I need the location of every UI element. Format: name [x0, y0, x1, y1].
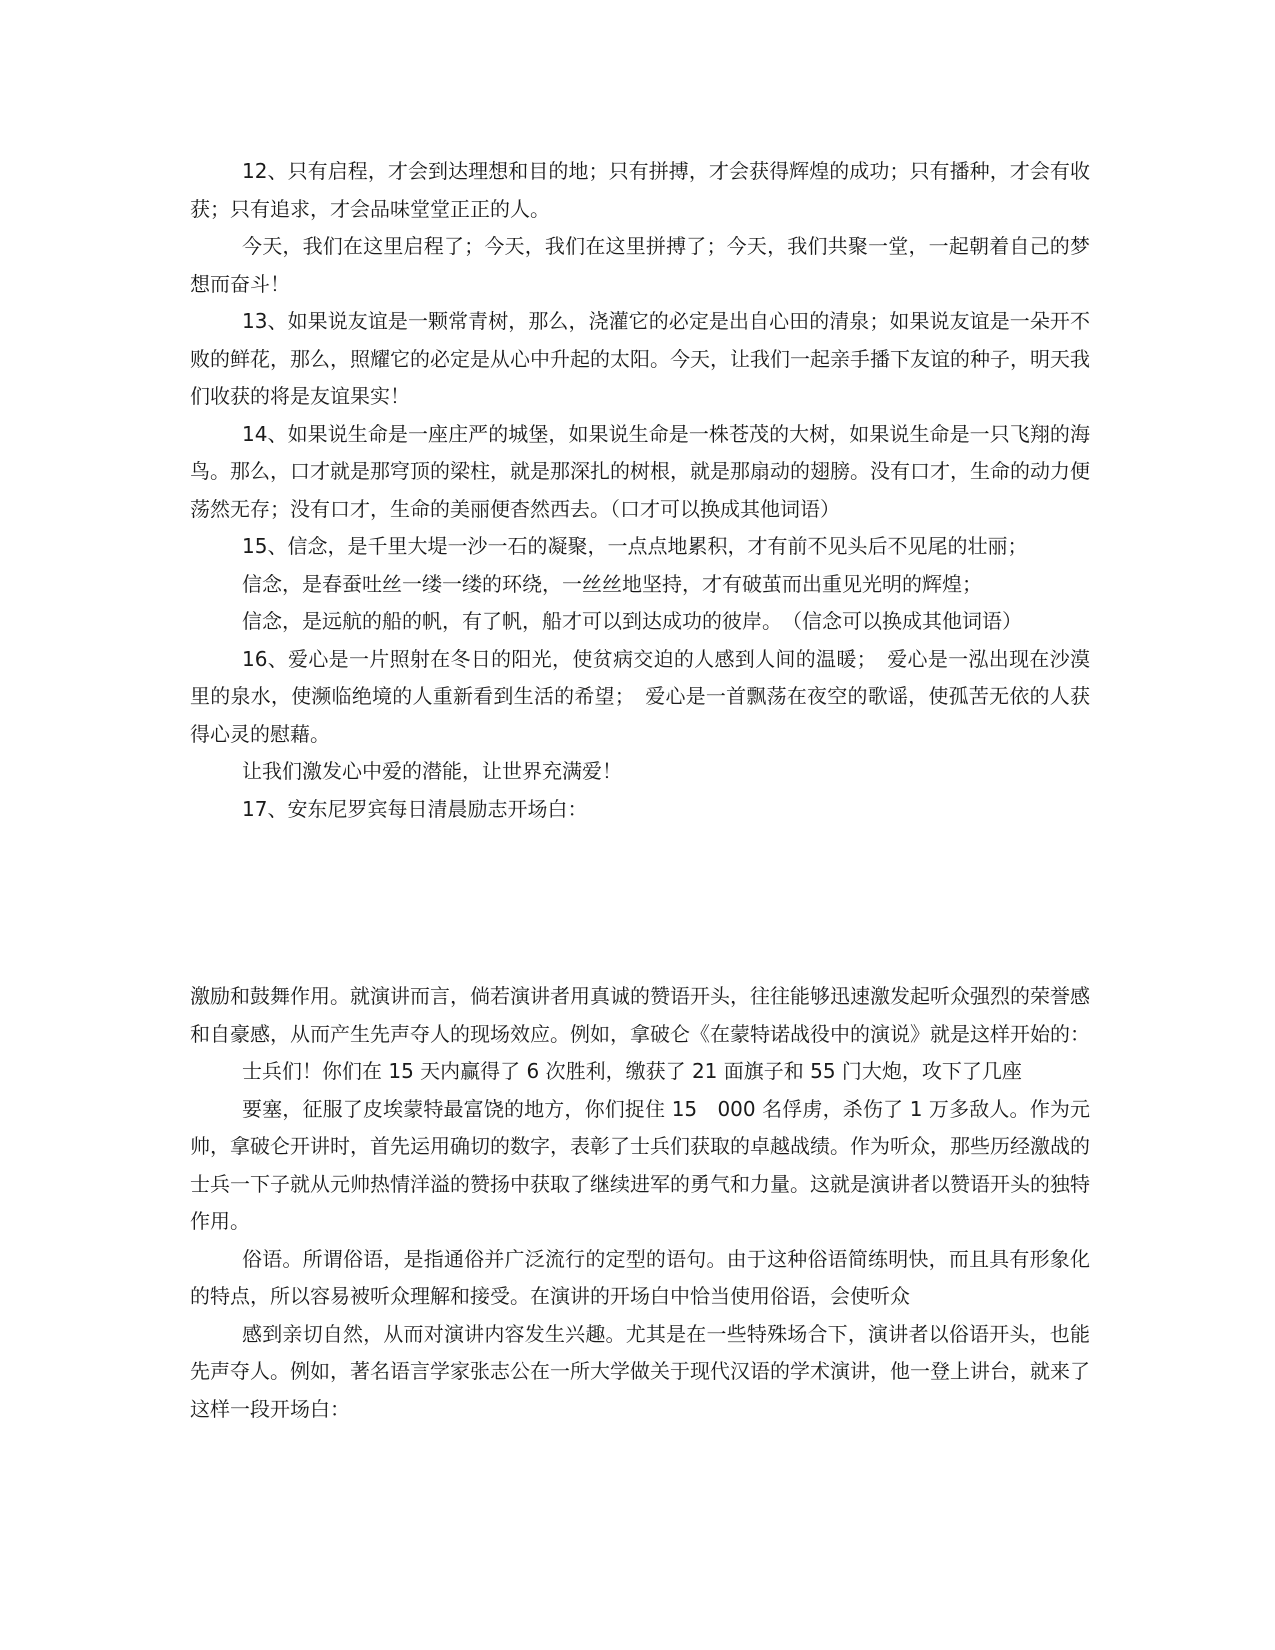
paragraph-encouragement: 激励和鼓舞作用。就演讲而言，倘若演讲者用真诚的赞语开头，往往能够迅速激发起听众强烈的荣誉感和自豪感，从而产生先声夺人的现场效应。例如，拿破仑《在蒙特诺战役中的演说》就是这样开始的： — [190, 984, 1090, 1046]
paragraph-proverb-cont: 感到亲切自然，从而对演讲内容发生兴趣。尤其是在一些特殊场合下，演讲者以俗语开头，也能先声夺人。例如，著名语言学家张志公在一所大学做关于现代汉语的学术演讲，他一登上讲台，就来了这样一段开场白： — [190, 1321, 1090, 1421]
section-opening-lines — [190, 153, 1090, 828]
paragraph-13: 13、如果说友谊是一颗常青树，那么，浇灌它的必定是出自心田的清泉；如果说友谊是一朵开不败的鲜花，那么，照耀它的必定是从心中升起的太阳。今天，让我们一起亲手播下友谊的种子，明天我们收获的将是友谊果实！ — [190, 309, 1090, 408]
paragraph-14: 14、如果说生命是一座庄严的城堡，如果说生命是一株苍茂的大树，如果说生命是一只飞翔的海鸟。那么，口才就是那穹顶的梁柱，就是那深扎的树根，就是那扇动的翅膀。没有口才，生命的动力便荡然无存；没有口才，生命的美丽便杳然西去。（口才可以换成其他词语） — [190, 421, 1090, 521]
paragraph-love: 让我们激发心中爱的潜能，让世界充满爱！ — [242, 759, 622, 783]
paragraph-17: 17、安东尼罗宾每日清晨励志开场白： — [242, 796, 588, 821]
paragraph-15: 15、信念，是千里大堤一沙一石的凝聚，一点点地累积，才有前不见头后不见尾的壮丽； — [242, 534, 1028, 558]
paragraph-soldiers: 士兵们！你们在 15 天内赢得了 6 次胜利，缴获了 21 面旗子和 55 门大炮，攻下了几座 — [242, 1059, 1022, 1083]
paragraph-12: 12、只有启程，才会到达理想和目的地；只有拼搏，才会获得辉煌的成功；只有播种，才会有收获；只有追求，才会品味堂堂正正的人。 — [190, 159, 1090, 221]
paragraph-16: 16、爱心是一片照射在冬日的阳光，使贫病交迫的人感到人间的温暖； 爱心是一泓出现在沙漠里的泉水，使濒临绝境的人重新看到生活的希望； 爱心是一首飘荡在夜空的歌谣，使孤苦无依的人获得心灵的慰藉。 — [190, 646, 1090, 746]
paragraph-fortress: 要塞，征服了皮埃蒙特最富饶的地方，你们捉住 15 000 名俘虏，杀伤了 1 万多敌人。作为元帅，拿破仑开讲时，首先运用确切的数字，表彰了士兵们获取的卓越战绩。作为听众，那些历经激战的士兵一下子就从元帅热情洋溢的赞扬中获取了继续进军的勇气和力量。这就是演讲者以赞语开头的独特作用。 — [190, 1096, 1090, 1233]
paragraph-belief-2: 信念，是春蚕吐丝一缕一缕的环绕，一丝丝地坚持，才有破茧而出重见光明的辉煌； — [242, 571, 982, 596]
paragraph-proverb: 俗语。所谓俗语，是指通俗并广泛流行的定型的语句。由于这种俗语简练明快，而且具有形象化的特点，所以容易被听众理解和接受。在演讲的开场白中恰当使用俗语，会使听众 — [190, 1246, 1090, 1308]
section-speech-techniques — [190, 978, 1090, 1428]
paragraph-today: 今天，我们在这里启程了；今天，我们在这里拼搏了；今天，我们共聚一堂，一起朝着自己的梦想而奋斗！ — [190, 234, 1090, 296]
paragraph-belief-3: 信念，是远航的船的帆，有了帆，船才可以到达成功的彼岸。 （信念可以换成其他词语） — [242, 609, 1022, 633]
